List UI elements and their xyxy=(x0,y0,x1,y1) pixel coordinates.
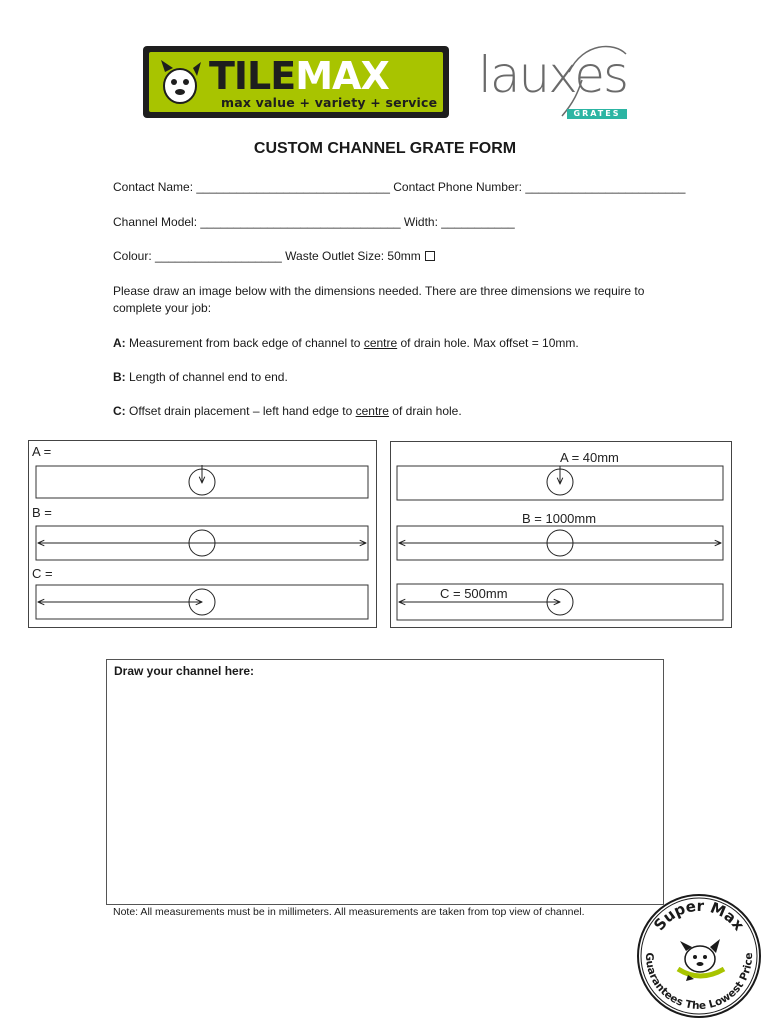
measurement-note: Note: All measurements must be in millimeters. All measurements are taken from top view of channel. xyxy=(113,906,585,918)
colour-fields[interactable] xyxy=(113,248,435,265)
drawing-area-label: Draw your channel here: xyxy=(114,664,255,678)
example-diagram-blank xyxy=(29,441,376,627)
super-max-badge xyxy=(636,893,762,1019)
tilemax-word-tile: TILE xyxy=(209,54,296,98)
tilemax-word-max: MAX xyxy=(295,54,389,98)
dimension-c-label: C: xyxy=(113,404,126,418)
label-a-blank: A = xyxy=(32,444,52,459)
dimension-a-text-1: Measurement from back edge of channel to xyxy=(125,336,364,350)
tilemax-logo xyxy=(143,46,449,118)
lauxes-logo xyxy=(474,42,634,120)
instructions-intro: Please draw an image below with the dimensions needed. There are three dimensions we require to complete your job: xyxy=(113,284,645,315)
tilemax-wordmark xyxy=(209,54,389,98)
example-diagram-filled xyxy=(391,442,731,627)
example-panel-filled xyxy=(390,441,732,628)
badge-bottom-text: Guarantees The Lowest Price xyxy=(642,952,756,1013)
form-title: CUSTOM CHANNEL GRATE FORM xyxy=(253,140,517,157)
drawing-area[interactable] xyxy=(106,659,664,905)
contact-fields[interactable]: Contact Name: _____________________________ Contact Phone Number: ________________________ xyxy=(113,180,686,194)
label-c-blank: C = xyxy=(32,566,53,581)
lauxes-wordmark: lauxes xyxy=(478,46,628,104)
dog-mascot-icon xyxy=(157,58,203,106)
badge-top-text: Super Max xyxy=(650,896,748,935)
lauxes-grates-label: GRATES xyxy=(567,109,627,119)
label-b-filled: B = 1000mm xyxy=(522,511,597,526)
dimension-c-centre: centre xyxy=(355,404,389,418)
tilemax-logo-panel xyxy=(149,52,443,112)
dimension-a-label: A: xyxy=(113,336,126,350)
colour-line-text: Colour: ___________________ Waste Outlet Size: 50mm xyxy=(113,249,421,263)
dimension-a-text-2: of drain hole. Max offset = 10mm. xyxy=(397,336,579,350)
dimension-c-text-2: of drain hole. xyxy=(388,404,462,418)
channel-model-fields[interactable]: Channel Model: ______________________________ Width: ___________ xyxy=(113,215,515,229)
tilemax-tagline: max value + variety + service xyxy=(221,95,438,110)
dimension-c-description xyxy=(113,403,673,420)
label-c-filled: C = 500mm xyxy=(440,586,508,601)
dimension-a-centre: centre xyxy=(363,336,398,350)
dimension-b-description xyxy=(113,369,673,386)
dimension-a-description xyxy=(113,335,673,352)
label-b-blank: B = xyxy=(32,505,52,520)
dimension-b-text: Length of channel end to end. xyxy=(125,370,288,384)
example-panel-blank xyxy=(28,440,377,628)
dimension-b-label: B: xyxy=(113,370,126,384)
dimension-c-text-1: Offset drain placement – left hand edge to xyxy=(125,404,356,418)
label-a-filled: A = 40mm xyxy=(560,450,619,465)
waste-outlet-checkbox[interactable] xyxy=(425,251,435,261)
